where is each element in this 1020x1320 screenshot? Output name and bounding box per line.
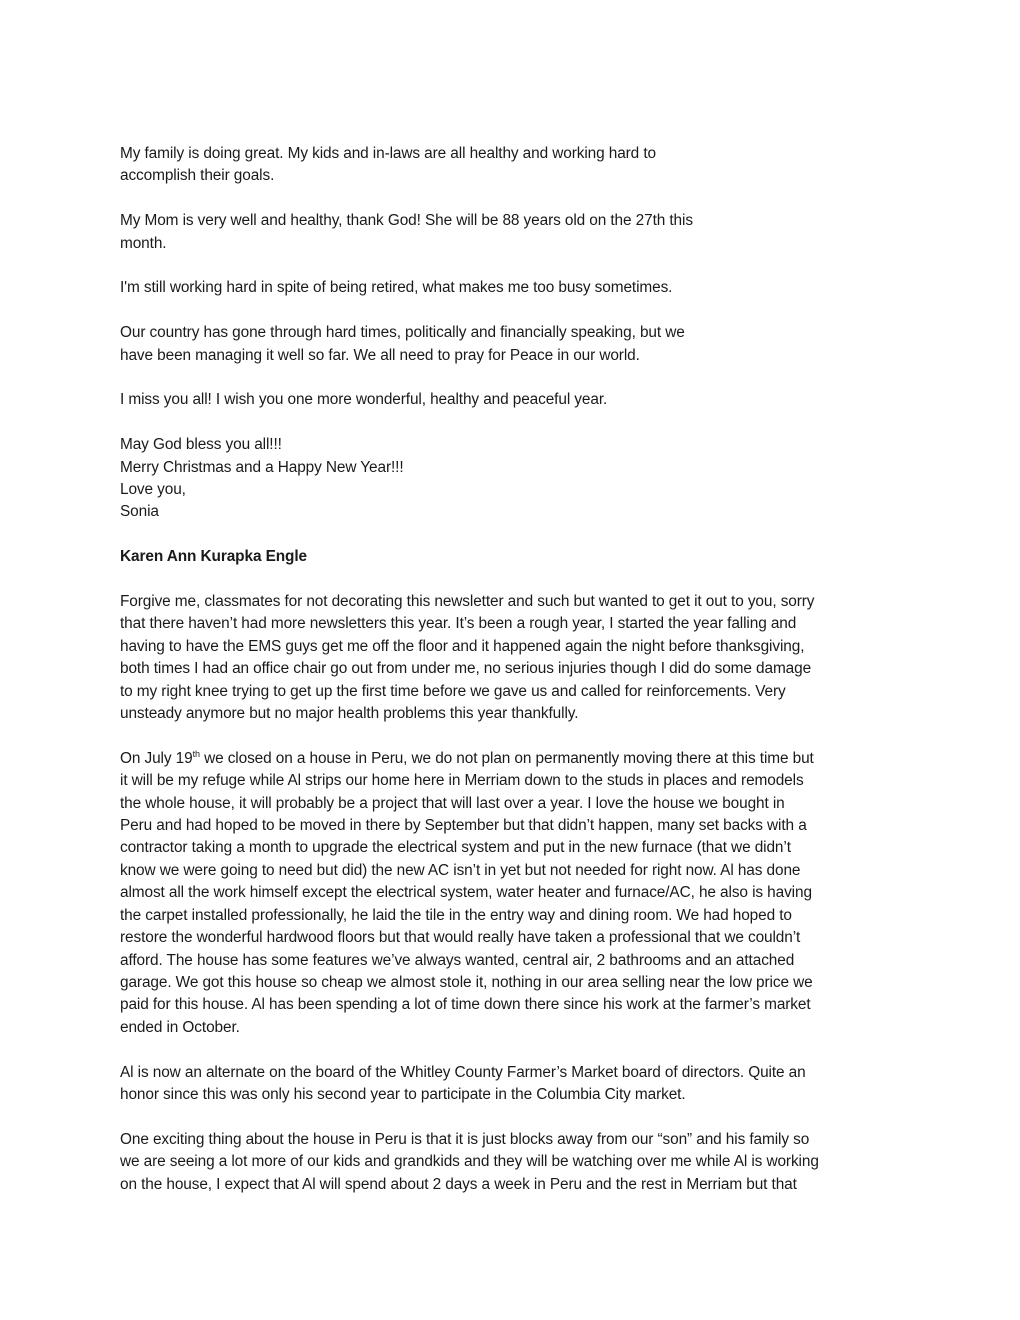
text-line: Al is now an alternate on the board of the Whitley County Farmer’s Market board of directors. Quite an <box>120 1063 806 1081</box>
text-line: it will be my refuge while Al strips our home here in Merriam down to the studs in places and remodels <box>120 772 804 790</box>
section-heading-karen: Karen Ann Kurapka Engle <box>120 548 307 566</box>
karen-paragraph-house <box>120 748 910 1039</box>
sonia-paragraph-miss <box>120 389 910 411</box>
sonia-paragraph-country <box>120 322 910 367</box>
text-line: Peru and had hoped to be moved in there by September but that didn’t happen, many set backs with a <box>120 817 807 835</box>
text-line: that there haven’t had more newsletters this year. It’s been a rough year, I started the year falling and <box>120 615 797 633</box>
karen-paragraph-family <box>120 1129 910 1196</box>
ordinal-suffix: th <box>192 748 200 759</box>
text-line: having to have the EMS guys get me off the floor and it happened again the night before thanksgiving, <box>120 637 805 655</box>
newsletter-body <box>120 143 910 1218</box>
closing-line: Merry Christmas and a Happy New Year!!! <box>120 458 404 476</box>
text-line: My Mom is very well and healthy, thank God! She will be 88 years old on the 27th this <box>120 212 693 230</box>
text-line: My family is doing great. My kids and in-laws are all healthy and working hard to <box>120 145 656 162</box>
text-line: on the house, I expect that Al will spend about 2 days a week in Peru and the rest in Merriam but that <box>120 1175 797 1193</box>
text-fragment: On July 19 <box>120 749 193 767</box>
text-line: the whole house, it will probably be a project that will last over a year. I love the house we bought in <box>120 794 785 812</box>
text-line: almost all the work himself except the electrical system, water heater and furnace/AC, he also is having <box>120 884 812 902</box>
sonia-paragraph-work <box>120 277 910 299</box>
text-line: to my right knee trying to get up the first time before we gave us and called for reinforcements. Very <box>120 682 786 700</box>
text-line: restore the wonderful hardwood floors but that would really have taken a professional that we couldn’t <box>120 929 801 947</box>
text-line: unsteady anymore but no major health problems this year thankfully. <box>120 705 579 723</box>
text-line: the carpet installed professionally, he laid the tile in the entry way and dining room. We had hoped to <box>120 906 792 924</box>
text-line: Forgive me, classmates for not decorating this newsletter and such but wanted to get it out to you, sorry <box>120 593 815 611</box>
karen-paragraph-board <box>120 1062 910 1107</box>
closing-line: Love you, <box>120 481 186 499</box>
sonia-paragraph-family <box>120 143 910 188</box>
text-line: contractor taking a month to upgrade the electrical system and put in the new furnace (that we didn’t <box>120 839 791 857</box>
text-line: month. <box>120 234 167 252</box>
closing-line: May God bless you all!!! <box>120 436 282 454</box>
sonia-paragraph-mom <box>120 210 910 255</box>
text-line: know we were going to need but did) the new AC isn’t in yet but not needed for right now. Al has done <box>120 861 801 879</box>
text-line: ended in October. <box>120 1018 240 1036</box>
text-line: both times I had an office chair go out from under me, no serious injuries though I did do some damage <box>120 660 812 678</box>
text-fragment: we closed on a house in Peru, we do not plan on permanently moving there at this time but <box>199 749 814 767</box>
text-line: accomplish their goals. <box>120 167 275 185</box>
text-line: have been managing it well so far. We all need to pray for Peace in our world. <box>120 346 640 364</box>
text-line: paid for this house. Al has been spending a lot of time down there since his work at the farmer’s market <box>120 996 811 1014</box>
text-line: we are seeing a lot more of our kids and grandkids and they will be watching over me while Al is working <box>120 1153 819 1171</box>
text-line: afford. The house has some features we’ve always wanted, central air, 2 bathrooms and an attached <box>120 951 795 969</box>
text-line: I miss you all! I wish you one more wonderful, healthy and peaceful year. <box>120 391 608 409</box>
text-line: honor since this was only his second year to participate in the Columbia City market. <box>120 1085 686 1103</box>
signature-name: Sonia <box>120 503 159 521</box>
sonia-closing <box>120 434 910 524</box>
text-line: garage. We got this house so cheap we almost stole it, nothing in our area selling near the low price we <box>120 973 813 991</box>
text-line: One exciting thing about the house in Peru is that it is just blocks away from our “son” and his family so <box>120 1130 810 1148</box>
text-line: I'm still working hard in spite of being retired, what makes me too busy sometimes. <box>120 279 673 297</box>
text-line: Our country has gone through hard times, politically and financially speaking, but we <box>120 324 685 342</box>
karen-paragraph-forgive <box>120 591 910 725</box>
text-line <box>120 748 910 770</box>
